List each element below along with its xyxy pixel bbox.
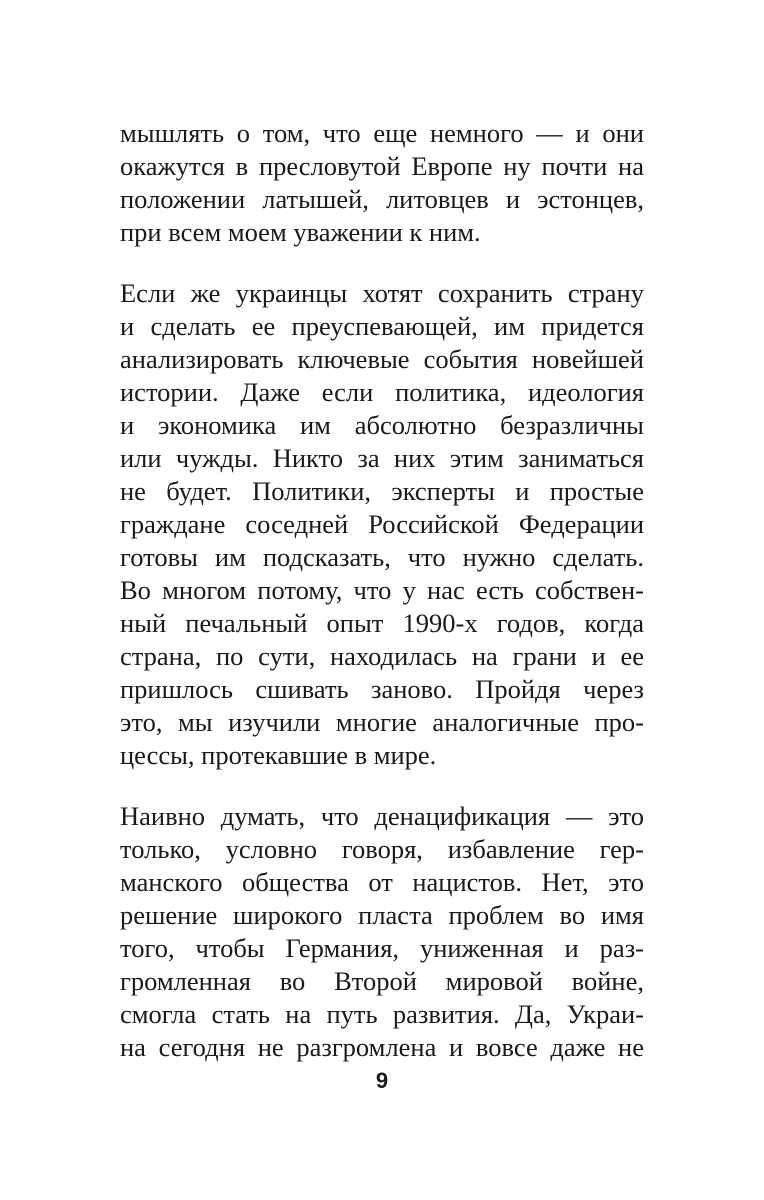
text-line: Во многом потому, что у нас есть собствен- (120, 575, 644, 605)
text-line: и экономика им абсолютно безразличны (120, 410, 644, 440)
text-line: или чужды. Никто за них этим заниматься (120, 443, 644, 473)
text-line: и сделать ее преуспевающей, им придется (120, 311, 644, 341)
text-line: Наивно думать, что денацификация — это (120, 801, 644, 831)
text-line: мышлять о том, что еще немного — и они (120, 118, 644, 148)
text-line: страна, по сути, находилась на грани и ее (120, 641, 644, 671)
paragraph-2 (120, 277, 644, 772)
text-line: готовы им подсказать, что нужно сделать. (120, 542, 644, 572)
text-line: истории. Даже если политика, идеология (120, 377, 644, 407)
text-line: граждане соседней Российской Федерации (120, 509, 644, 539)
text-line: смогла стать на путь развития. Да, Украи- (120, 999, 644, 1029)
text-line: того, чтобы Германия, униженная и раз- (120, 933, 644, 963)
text-line: решение широкого пласта проблем во имя (120, 900, 644, 930)
page-body (120, 117, 644, 1092)
text-line: окажутся в пресловутой Европе ну почти на (120, 151, 644, 181)
text-line: на сегодня не разгромлена и вовсе даже не (120, 1032, 644, 1062)
text-line: положении латышей, литовцев и эстонцев, (120, 184, 644, 214)
text-line: манского общества от нацистов. Нет, это (120, 867, 644, 897)
text-line: Если же украинцы хотят сохранить страну (120, 278, 644, 308)
text-line: пришлось сшивать заново. Пройдя через (120, 674, 644, 704)
text-line: только, условно говоря, избавление гер- (120, 834, 644, 864)
paragraph-3 (120, 800, 644, 1064)
paragraph-1 (120, 117, 644, 249)
text-line: анализировать ключевые события новейшей (120, 344, 644, 374)
text-line: это, мы изучили многие аналогичные про- (120, 707, 644, 737)
text-line: громленная во Второй мировой войне, (120, 966, 644, 996)
page-number: 9 (375, 1068, 389, 1093)
text-line: цессы, протекавшие в мире. (120, 740, 437, 770)
text-line: при всем моем уважении к ним. (120, 217, 481, 247)
text-line: ный печальный опыт 1990-х годов, когда (120, 608, 644, 638)
text-line: не будет. Политики, эксперты и простые (120, 476, 644, 506)
